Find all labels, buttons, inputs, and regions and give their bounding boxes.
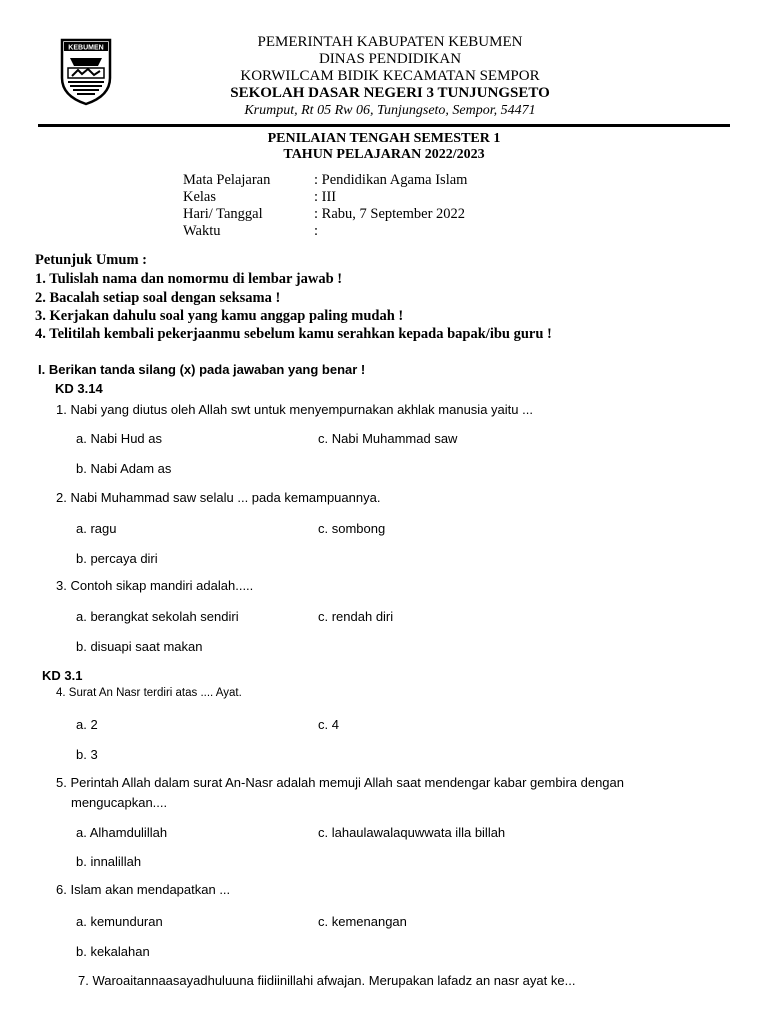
instruction-item: 4. Telitilah kembali pekerjaanmu sebelum kamu serahkan kepada bapak/ibu guru ! [35,326,552,342]
answer-option[interactable]: c. 4 [318,717,339,732]
answer-option[interactable]: b. kekalahan [76,944,150,959]
answer-option[interactable]: b. innalillah [76,854,142,869]
question-text: 7. Waroaitannaasayadhuluuna fiidiinillahi afwajan. Merupakan lafadz an nasr ayat ke... [78,973,576,988]
field-label-date: Hari/ Tanggal [183,206,263,222]
answer-option[interactable]: c. rendah diri [318,609,394,624]
field-value-subject: : Pendidikan Agama Islam [314,172,468,188]
instruction-item: 3. Kerjakan dahulu soal yang kamu anggap paling mudah ! [35,308,404,324]
instruction-item: 2. Bacalah setiap soal dengan seksama ! [35,290,281,306]
answer-option[interactable]: a. berangkat sekolah sendiri [76,609,239,624]
instruction-item: 1. Tulislah nama dan nomormu di lembar jawab ! [35,271,343,287]
field-value-date: : Rabu, 7 September 2022 [314,206,466,222]
answer-option[interactable]: b. 3 [76,747,98,762]
answer-option[interactable]: b. percaya diri [76,551,158,566]
field-label-time: Waktu [183,223,221,239]
answer-option[interactable]: a. 2 [76,717,98,732]
kebumen-regency-emblem [58,36,114,106]
header-government: PEMERINTAH KABUPATEN KEBUMEN [257,34,523,50]
question-text: 1. Nabi yang diutus oleh Allah swt untuk menyempurnakan akhlak manusia yaitu ... [56,402,533,417]
answer-option[interactable]: b. disuapi saat makan [76,639,203,654]
kd-label: KD 3.14 [55,381,103,396]
answer-option[interactable]: c. Nabi Muhammad saw [318,431,458,446]
field-value-class: : III [314,189,337,205]
answer-option[interactable]: a. Nabi Hud as [76,431,162,446]
question-text: 5. Perintah Allah dalam surat An-Nasr adalah memuji Allah saat mendengar kabar gembira dengan [56,775,625,790]
field-label-subject: Mata Pelajaran [183,172,271,188]
field-label-class: Kelas [183,189,217,205]
question-text: 2. Nabi Muhammad saw selalu ... pada kemampuannya. [56,490,381,505]
svg-text:KEBUMEN: KEBUMEN [68,44,104,52]
answer-option[interactable]: c. kemenangan [318,914,407,929]
instructions-heading: Petunjuk Umum : [35,252,147,268]
question-text-continued: mengucapkan.... [71,795,168,810]
answer-option[interactable]: c. sombong [318,521,386,536]
exam-title: PENILAIAN TENGAH SEMESTER 1 [267,131,501,146]
answer-option[interactable]: b. Nabi Adam as [76,461,172,476]
header-divider [38,124,730,127]
answer-option[interactable]: a. ragu [76,521,117,536]
section-heading: I. Berikan tanda silang (x) pada jawaban yang benar ! [38,362,366,377]
header-korwilcam: KORWILCAM BIDIK KECAMATAN SEMPOR [240,68,540,84]
header-department: DINAS PENDIDIKAN [318,51,462,67]
kd-label: KD 3.1 [42,668,83,683]
question-text: 4. Surat An Nasr terdiri atas .... Ayat. [56,687,242,699]
header-address: Krumput, Rt 05 Rw 06, Tunjungseto, Sempor, 54471 [244,103,536,118]
question-text: 3. Contoh sikap mandiri adalah..... [56,578,254,593]
answer-option[interactable]: a. kemunduran [76,914,163,929]
answer-option[interactable]: c. lahaulawalaquwwata illa billah [318,825,506,840]
header-school-name: SEKOLAH DASAR NEGERI 3 TUNJUNGSETO [230,85,550,101]
question-text: 6. Islam akan mendapatkan ... [56,882,231,897]
exam-year: TAHUN PELAJARAN 2022/2023 [283,147,485,162]
field-value-time: : [314,223,319,239]
answer-option[interactable]: a. Alhamdulillah [76,825,168,840]
